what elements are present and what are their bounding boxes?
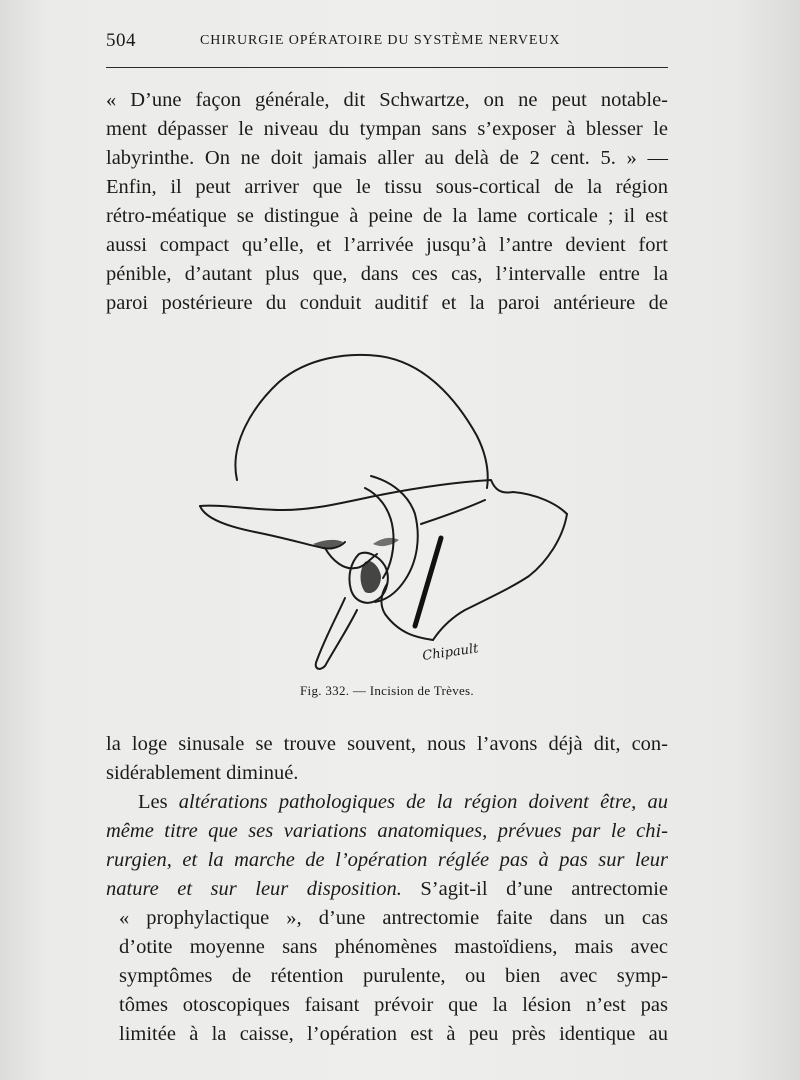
text-fragment: S’agit-il d’une antrectomie	[401, 878, 668, 900]
meatus-shading	[361, 561, 382, 593]
text-line: aussi compact qu’elle, et l’arrivée jusqu’à l’antre devient fort	[106, 234, 668, 256]
squama-inner-line	[421, 500, 485, 524]
text-line: « D’une façon générale, dit Schwartze, on ne peut notable-	[106, 89, 668, 111]
text-line: limitée à la caisse, l’opération est à peu près identique au	[119, 1023, 668, 1045]
text-line: labyrinthe. On ne doit jamais aller au delà de 2 cent. 5. » —	[106, 147, 668, 169]
artist-signature: Chipault	[421, 641, 480, 664]
zygoma-hatch	[373, 538, 399, 546]
text-line: paroi postérieure du conduit auditif et la paroi antérieure de	[106, 292, 668, 314]
text-line: sidérablement diminué.	[106, 762, 299, 784]
text-line: tômes otoscopiques faisant prévoir que la lésion n’est pas	[119, 994, 668, 1016]
text-line: ment dépasser le niveau du tympan sans s’exposer à blesser le	[106, 118, 668, 140]
text-line: d’otite moyenne sans phénomènes mastoïdiens, mais avec	[119, 936, 668, 958]
paragraph-schwartze-quote	[106, 86, 668, 318]
italic-fragment: altérations pathologiques de la région doivent être, au	[178, 791, 668, 813]
text-line	[106, 817, 668, 846]
text-line	[106, 788, 668, 817]
paragraph-body	[106, 730, 668, 1049]
zygomatic-arch	[200, 480, 567, 514]
squama-outline	[235, 355, 487, 488]
mastoid-outline	[433, 514, 567, 640]
header-rule	[106, 67, 668, 68]
page-header	[106, 30, 668, 52]
page-number: 504	[106, 30, 136, 51]
text-line	[106, 846, 668, 875]
text-line: « prophylactique », d’une antrectomie faite dans un cas	[119, 907, 668, 929]
text-line: rétro-méatique se distingue à peine de la lame corticale ; il est	[106, 205, 668, 227]
running-title: CHIRURGIE OPÉRATOIRE DU SYSTÈME NERVEUX	[200, 33, 561, 48]
text-line: symptômes de rétention purulente, ou bien avec symp-	[119, 965, 668, 987]
styloid-process	[316, 598, 357, 669]
figure-caption: Fig. 332. — Incision de Trèves.	[300, 683, 474, 698]
figure-332-illustration	[195, 348, 575, 678]
italic-fragment: rurgien, et la marche de l’opération réglée pas à pas sur leur	[106, 849, 668, 871]
text-line	[106, 875, 668, 904]
italic-fragment: même titre que ses variations anatomiques, prévues par le chi-	[106, 820, 668, 842]
text-line: pénible, d’autant plus que, dans ces cas, l’intervalle entre la	[106, 263, 668, 285]
text-line: la loge sinusale se trouve souvent, nous l’avons déjà dit, con-	[106, 733, 668, 755]
incision-line	[415, 538, 441, 626]
text-fragment: Les	[138, 791, 179, 813]
italic-fragment: nature et sur leur disposition.	[106, 878, 402, 900]
text-line: Enfin, il peut arriver que le tissu sous-cortical de la région	[106, 176, 668, 198]
